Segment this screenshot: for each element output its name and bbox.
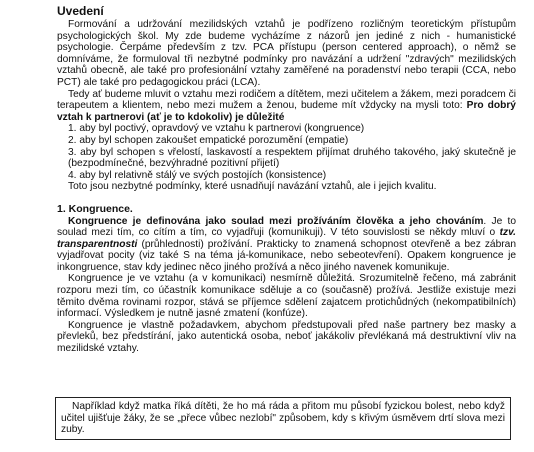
intro-paragraph-2 xyxy=(57,89,516,124)
section-heading-uvedeni: Uvedení xyxy=(57,4,104,18)
section-heading-kongruence: 1. Kongruence. xyxy=(57,202,133,215)
intro-paragraph-2-bold: Pro dobrý vztah k partnerovi (ať je to kdokoliv) je důležité xyxy=(57,100,516,123)
congruence-paragraph-2: Kongruence je ve vztahu (a v komunikaci) nesmírně důležitá. Srozumitelně řečeno, má zabránit rozporu mezi tím, co účastník komunikace sděluje a co (současně) prožívá. Jestliže existuje mezi těmito dvěma rovinami rozpor, stává se příjemce sdělení zajatcem protichůdných (nekompatibilních) informací. Výsledkem je nutně jasné zmatení (konfúze). xyxy=(57,273,516,320)
condition-item: 2. aby byl schopen zakoušet empatické porozumění (empatie) xyxy=(68,134,349,146)
congruence-definition xyxy=(57,216,516,274)
congruence-definition-bold: Kongruence je definována jako soulad mezi prožíváním člověka a jeho chováním xyxy=(68,215,484,227)
congruence-definition-text-b: (průhlednosti) prožívání. Prakticky to znamená schopnost otevřeně a bez zábran vyjadřovat pocity (viz také S na téma já-komunikace, nebo sebeotevření). Opakem kongruence je inkongruence, stav kdy jedinec něco jiného prožívá a něco jiného navenek komunikuje. xyxy=(57,238,516,273)
intro-paragraph-1: Formování a udržování mezilidských vztahů je podřízeno rozličným teoretickým přístupům psychologických škol. My zde budeme vycházíme z názorů jen jediné z nich - humanistické psychologie. Čerpáme především z tzv. PCA přístupu (person centered approach), o němž se domníváme, že formuloval tři nezbytné podmínky pro navázání a udržení "zdravých" mezilidských vztahů obecně, ale také pro profesionální vztahy zaměřené na poradenství nebo terapii (CCA, nebo PCT) ale také pro pedagogickou práci (LCA). xyxy=(57,19,516,88)
condition-item: 1. aby byl poctivý, opravdový ve vztahu k partnerovi (kongruence) xyxy=(68,123,365,135)
congruence-definition-text-a: . Je to soulad mezi tím, co cítím a tím, co vyjadřuji (komunikuji). V této souvislosti se někdy mluví o xyxy=(57,215,516,239)
conditions-list xyxy=(57,123,516,181)
intro-paragraph-2-text: Tedy ať budeme mluvit o vztahu mezi rodičem a dítětem, mezi učitelem a žákem, mezi poradcem či terapeutem a klientem, nebo mezi mužem a ženou, budeme mít vždycky na mysli toto: xyxy=(57,88,516,112)
intro-closing: Toto jsou nezbytné podmínky, které usnadňují navázání vztahů, ale i jejich kvalitu. xyxy=(68,181,437,193)
example-text: Například když matka říká dítěti, že ho má ráda a přitom mu působí fyzickou bolest, nebo když učitel ujišťuje žáky, že se „přece vůbec nezlobí" způsobem, kdy s křivým úsměvem drtí slova mezi zuby. xyxy=(61,401,505,436)
intro-section xyxy=(57,5,516,355)
transparency-term: tzv. transparentnosti xyxy=(57,227,516,250)
congruence-paragraph-3: Kongruence je vlastně požadavkem, abychom předstupovali před naše partnery bez masky a převleků, bez předstírání, jako autentická osoba, neboť jakákoliv převlékaná má destruktivní vliv na mezilidské vztahy. xyxy=(57,319,516,355)
example-box xyxy=(55,397,511,440)
condition-item: 3. aby byl schopen s vřelostí, laskavostí a respektem přijímat druhého takového, jaký skutečně je (bezpodmínečné, bezvýhradné pozitivní přijetí) xyxy=(68,146,516,170)
condition-item: 4. aby byl relativně stálý ve svých postojích (konsistence) xyxy=(68,169,327,181)
